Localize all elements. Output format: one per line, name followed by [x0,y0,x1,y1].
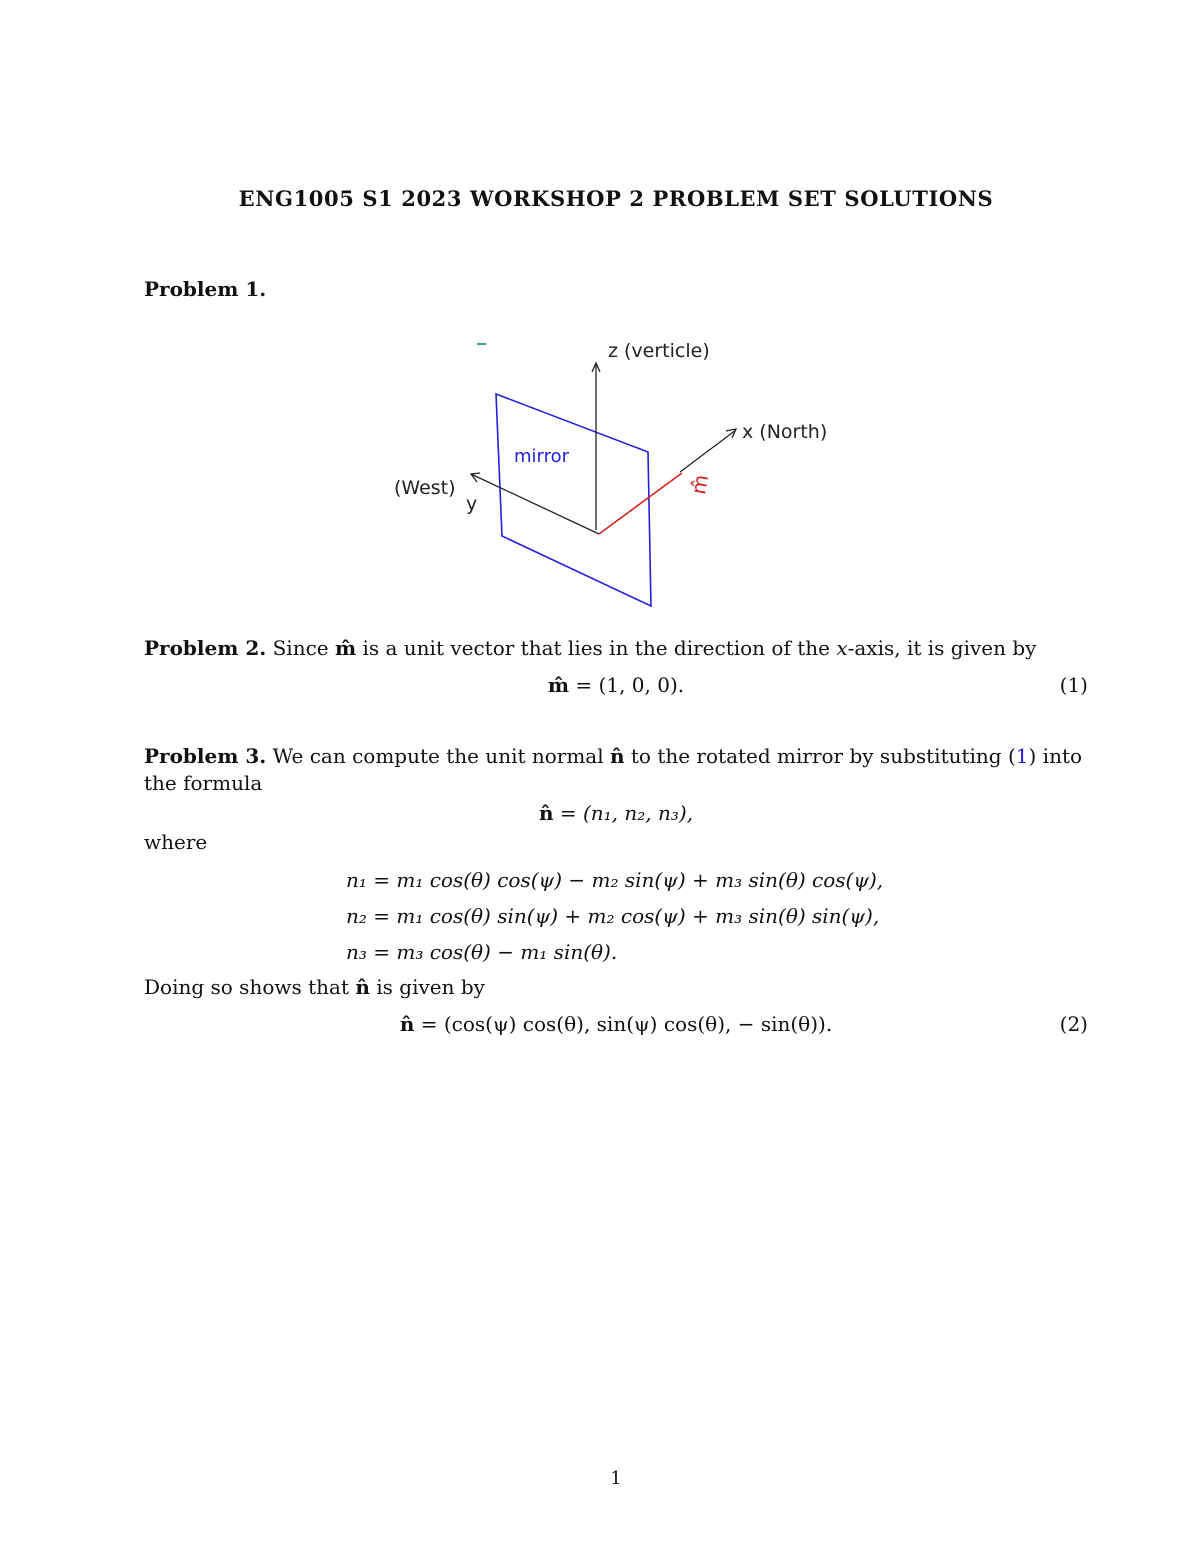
equation-1-ref-link[interactable]: 1 [1015,744,1029,768]
problem-3-label: Problem 3. [144,744,267,768]
m-hat-label: m̂ [686,472,714,497]
equation-2-number: (2) [1059,1012,1088,1036]
mirror-label: mirror [514,446,570,467]
z-label: z (verticle) [608,340,710,362]
problem-1-heading [144,276,1088,303]
formula-rhs: = (n₁, n₂, n₃), [553,801,694,825]
p3-text-d: the formula [144,771,263,795]
mirror-outline [496,394,651,606]
equation-1-number: (1) [1059,673,1088,697]
p3-text-a: We can compute the unit normal [266,744,610,768]
n-hat-symbol: n̂ [609,744,625,768]
formula-lhs: n̂ [538,801,554,825]
equation-2-body [144,1011,1088,1038]
y-label: y [466,493,478,515]
doing-so-paragraph [144,974,1088,1001]
component-equations [346,862,883,970]
p2-text-c: -axis, it is given by [847,636,1037,660]
eq2-lhs: n̂ [399,1012,415,1036]
doing-text-a: Doing so shows that [144,975,356,999]
x-label: x (North) [742,421,828,443]
eq1-lhs: m̂ [547,673,570,697]
problem-3-paragraph [144,743,1088,797]
m-hat-symbol: m̂ [334,636,357,660]
x-variable: x [836,636,848,660]
mirror-diagram [380,330,860,620]
p2-text-a: Since [266,636,335,660]
eq1-rhs: = (1, 0, 0). [569,673,685,697]
n3-equation: n₃ = m₃ cos(θ) − m₁ sin(θ). [346,940,618,964]
where-text: where [144,830,208,854]
page-number: 1 [610,1468,622,1489]
n2-equation: n₂ = m₁ cos(θ) sin(ψ) + m₂ cos(ψ) + m₃ sin(θ) sin(ψ), [346,904,880,928]
problem-1-label: Problem 1. [144,277,267,301]
equation-1-body [144,672,1088,699]
doing-n-hat: n̂ [355,975,370,999]
m-vector [599,473,682,534]
x-axis [680,430,736,472]
p3-text-b: to the rotated mirror by substituting ( [624,744,1016,768]
formula-body [144,800,1088,827]
p3-text-c: ) into [1028,744,1083,768]
y-axis [471,474,599,534]
west-label: (West) [394,477,456,499]
page-title: ENG1005 S1 2023 WORKSHOP 2 PROBLEM SET SOLUTIONS [238,186,994,211]
eq2-rhs: = (cos(ψ) cos(θ), sin(ψ) cos(θ), − sin(θ)). [414,1012,833,1036]
problem-2-paragraph [144,635,1088,662]
n1-equation: n₁ = m₁ cos(θ) cos(ψ) − m₂ sin(ψ) + m₃ sin(θ) cos(ψ), [346,868,884,892]
p2-text-b: is a unit vector that lies in the direction of the [356,636,837,660]
doing-text-b: is given by [369,975,485,999]
problem-2-label: Problem 2. [144,636,267,660]
